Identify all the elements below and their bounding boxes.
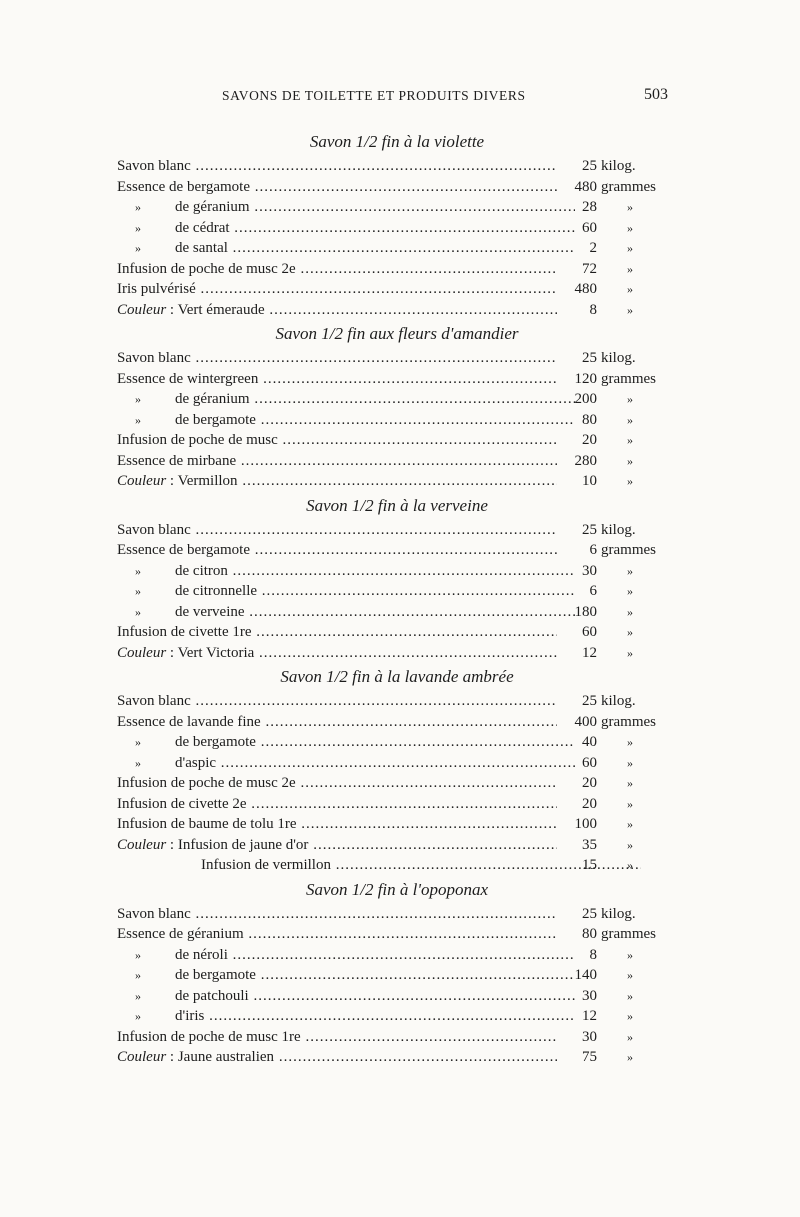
ingredient-quantity: 20: [582, 795, 597, 812]
ingredient-label: Iris pulvérisé: [117, 281, 196, 297]
ingredient-label: : Vermillon: [166, 473, 238, 489]
ingredient-quantity: 280: [574, 452, 597, 469]
ingredient-label: Essence de wintergreen: [117, 370, 259, 387]
ingredient-unit: »: [627, 796, 633, 811]
ingredient-quantity: 72: [582, 260, 597, 277]
ingredient-unit: »: [627, 220, 633, 235]
ingredient-quantity: 12: [582, 644, 597, 661]
ingredient-unit: kilog.: [601, 905, 636, 922]
ingredient-unit: kilog.: [601, 350, 636, 366]
ingredient-unit: »: [627, 858, 633, 872]
ingredient-row: [117, 924, 677, 945]
ingredient-row: [117, 369, 677, 390]
ingredient-quantity: 100: [574, 816, 597, 832]
ditto-mark: »: [135, 755, 141, 770]
ingredient-quantity: 8: [589, 301, 597, 318]
ingredient-unit: »: [627, 776, 633, 790]
ingredient-quantity: 20: [582, 775, 597, 791]
ingredient-unit: grammes: [601, 178, 656, 195]
ingredient-unit: grammes: [601, 713, 656, 730]
ingredient-label: Infusion de poche de musc 2e: [117, 260, 296, 277]
color-label: Couleur: [117, 1049, 167, 1065]
ingredient-label: de géranium: [175, 199, 250, 215]
ingredient-unit: »: [627, 474, 633, 488]
ingredient-unit: »: [627, 200, 633, 214]
recipe-title: Savon 1/2 fin à l'opoponax: [305, 879, 489, 899]
ingredient-row: [117, 1006, 677, 1027]
ingredient-label: de citron: [175, 562, 228, 579]
ingredient-quantity: 60: [582, 754, 597, 771]
ingredient-label: Infusion de poche de musc: [117, 432, 278, 448]
ingredient-unit: »: [627, 755, 633, 770]
ditto-mark: »: [135, 392, 141, 406]
ditto-mark: »: [135, 735, 141, 749]
ingredient-unit: »: [627, 817, 633, 831]
ingredient-row: [117, 904, 677, 925]
ingredient-label: de cédrat: [175, 219, 230, 236]
color-row: [117, 643, 677, 664]
ingredient-row: [117, 622, 677, 643]
ditto-mark: »: [135, 563, 141, 578]
ingredient-label: de citronnelle: [175, 583, 258, 599]
ingredient-quantity: 180: [574, 603, 597, 620]
ingredient-row: [117, 156, 677, 177]
ingredient-unit: »: [627, 563, 633, 578]
ingredient-row: [117, 561, 677, 582]
ingredient-label: : Jaune australien: [166, 1049, 275, 1065]
ingredient-row: [117, 177, 677, 198]
ingredient-quantity: 60: [582, 219, 597, 236]
ingredient-quantity: 12: [582, 1008, 597, 1024]
ingredient-unit: »: [627, 302, 633, 317]
ingredient-unit: »: [627, 604, 633, 619]
ingredient-row: [117, 965, 677, 986]
ingredient-label: de verveine: [175, 603, 245, 620]
ingredient-label: de géranium: [175, 391, 250, 407]
ingredient-label: : Vert émeraude: [166, 301, 265, 318]
color-row: [117, 1047, 677, 1068]
ingredient-row: [117, 732, 677, 753]
ingredient-unit: »: [627, 968, 633, 982]
ingredient-label: Infusion de civette 1re: [117, 624, 252, 640]
recipe-section: [117, 492, 677, 664]
ingredient-unit: »: [627, 735, 633, 749]
ingredient-label: de néroli: [175, 946, 228, 963]
ditto-mark: »: [135, 584, 141, 598]
ingredient-quantity: 20: [582, 432, 597, 448]
ingredient-label: de bergamote: [175, 967, 256, 983]
ingredient-label: : Vert Victoria: [166, 644, 255, 661]
ingredient-quantity: 80: [582, 411, 597, 428]
ingredient-quantity: 8: [589, 946, 597, 963]
ingredient-unit: »: [627, 412, 633, 427]
ingredient-quantity: 25: [582, 521, 597, 538]
ingredient-quantity: 60: [582, 624, 597, 640]
ingredient-label: Savon blanc: [117, 158, 191, 174]
ingredient-row: [117, 691, 677, 712]
ingredient-unit: »: [627, 645, 633, 660]
ingredient-quantity: 480: [574, 178, 597, 195]
ingredient-unit: grammes: [601, 370, 656, 387]
ingredient-quantity: 25: [582, 158, 597, 174]
ingredient-label: de bergamote: [175, 734, 256, 750]
ingredient-unit: »: [627, 241, 633, 255]
ingredient-quantity: 15: [582, 857, 597, 873]
ingredient-label: Savon blanc: [117, 350, 191, 366]
ingredient-label: Infusion de vermillon: [201, 857, 331, 873]
ingredient-row: [117, 602, 677, 623]
ingredient-quantity: 25: [582, 350, 597, 366]
color-row: [117, 300, 677, 321]
ingredient-unit: kilog.: [601, 158, 636, 174]
ingredient-quantity: 400: [574, 713, 597, 730]
ingredient-label: Infusion de baume de tolu 1re: [117, 816, 297, 832]
ingredient-label: Savon blanc: [117, 521, 191, 538]
ingredient-unit: »: [627, 392, 633, 406]
ingredient-row: [117, 581, 677, 602]
recipe-title: Savon 1/2 fin à la lavande ambrée: [280, 667, 514, 686]
ingredient-unit: »: [627, 433, 633, 447]
page-number: 503: [644, 86, 668, 103]
ingredient-quantity: 25: [582, 693, 597, 709]
ingredient-quantity: 140: [574, 967, 597, 983]
ingredient-label: Infusion de poche de musc 1re: [117, 1028, 301, 1045]
ingredient-unit: »: [627, 282, 633, 296]
ingredient-unit: »: [627, 453, 633, 468]
recipe-section: [117, 320, 677, 492]
ingredient-quantity: 40: [582, 734, 597, 750]
ingredient-quantity: 28: [582, 199, 597, 215]
ingredient-quantity: 480: [574, 281, 597, 297]
ingredient-row: [117, 814, 677, 835]
recipes: [117, 128, 677, 1068]
ditto-mark: »: [135, 220, 141, 235]
recipe-section: [117, 876, 677, 1068]
ingredient-row: [117, 520, 677, 541]
ingredient-row: [117, 753, 677, 774]
ingredient-row: [117, 348, 677, 369]
ingredient-label: Essence de mirbane: [117, 452, 237, 469]
ingredient-label: Essence de bergamote: [117, 178, 251, 195]
ingredient-row: [117, 430, 677, 451]
ingredient-label: : Infusion de jaune d'or: [166, 836, 309, 853]
ditto-mark: »: [135, 412, 141, 427]
recipe-title: Savon 1/2 fin à la verveine: [306, 495, 488, 515]
ingredient-quantity: 200: [574, 391, 597, 407]
ingredient-row: [117, 712, 677, 733]
ingredient-unit: »: [627, 988, 633, 1003]
ingredient-row: [117, 1027, 677, 1048]
ingredient-quantity: 75: [582, 1049, 597, 1065]
ingredient-row: [117, 197, 677, 218]
ingredient-row: [117, 259, 677, 280]
color-label: Couleur: [117, 836, 167, 853]
recipe-section: [117, 128, 677, 320]
ingredient-label: Infusion de poche de musc 2e: [117, 775, 296, 791]
ditto-mark: »: [135, 241, 141, 255]
ingredient-unit: »: [627, 261, 633, 276]
ingredient-unit: kilog.: [601, 521, 636, 538]
ingredient-row: [117, 389, 677, 410]
ingredient-label: Savon blanc: [117, 905, 191, 922]
ingredient-unit: »: [627, 837, 633, 852]
ditto-mark: »: [135, 988, 141, 1003]
ingredient-label: de bergamote: [175, 411, 256, 428]
ingredient-quantity: 30: [582, 1028, 597, 1045]
ditto-mark: »: [135, 1009, 141, 1023]
ingredient-row: [117, 773, 677, 794]
ingredient-unit: »: [627, 584, 633, 598]
ingredient-unit: »: [627, 625, 633, 639]
ingredient-quantity: 25: [582, 905, 597, 922]
ingredient-unit: »: [627, 1029, 633, 1044]
ingredient-row: [117, 279, 677, 300]
ingredient-label: d'aspic: [175, 754, 217, 771]
ingredient-quantity: 2: [589, 240, 597, 256]
color-row: [117, 855, 677, 876]
ditto-mark: »: [135, 200, 141, 214]
ingredient-unit: grammes: [601, 542, 656, 558]
ditto-mark: »: [135, 968, 141, 982]
ingredient-quantity: 6: [589, 583, 597, 599]
ingredient-quantity: 80: [582, 926, 597, 942]
running-title: SAVONS DE TOILETTE ET PRODUITS DIVERS: [222, 88, 526, 103]
ditto-mark: »: [135, 604, 141, 619]
ingredient-quantity: 120: [574, 370, 597, 387]
ingredient-unit: »: [627, 1009, 633, 1023]
ingredient-row: [117, 451, 677, 472]
ingredient-label: de santal: [175, 240, 228, 256]
ingredient-label: Essence de géranium: [117, 926, 244, 942]
ingredient-label: d'iris: [175, 1008, 205, 1024]
ingredient-quantity: 10: [582, 473, 597, 489]
ingredient-quantity: 35: [582, 836, 597, 853]
ingredient-row: [117, 945, 677, 966]
ditto-mark: »: [135, 947, 141, 962]
ingredient-row: [117, 218, 677, 239]
ingredient-row: [117, 794, 677, 815]
ingredient-quantity: 30: [582, 987, 597, 1004]
ingredient-quantity: 6: [589, 542, 597, 558]
ingredient-unit: »: [627, 1050, 633, 1064]
color-label: Couleur: [117, 473, 167, 489]
ingredient-label: de patchouli: [175, 987, 249, 1004]
ingredient-unit: kilog.: [601, 693, 636, 709]
ingredient-unit: »: [627, 947, 633, 962]
color-label: Couleur: [117, 644, 167, 661]
ingredient-quantity: 30: [582, 562, 597, 579]
color-label: Couleur: [117, 301, 167, 318]
ingredient-row: [117, 238, 677, 259]
ingredient-unit: grammes: [601, 926, 656, 942]
ingredient-label: Essence de lavande fine: [117, 713, 261, 730]
recipe-title: Savon 1/2 fin aux fleurs d'amandier: [275, 324, 519, 343]
ingredient-label: Essence de bergamote: [117, 542, 251, 558]
color-row: [117, 471, 677, 492]
ingredient-label: Savon blanc: [117, 693, 191, 709]
ingredient-label: Infusion de civette 2e: [117, 795, 247, 812]
ingredient-row: [117, 986, 677, 1007]
ingredient-row: [117, 540, 677, 561]
recipe-section: [117, 663, 677, 876]
ingredient-row: [117, 410, 677, 431]
recipe-title: Savon 1/2 fin à la violette: [309, 132, 485, 151]
color-row: [117, 835, 677, 856]
